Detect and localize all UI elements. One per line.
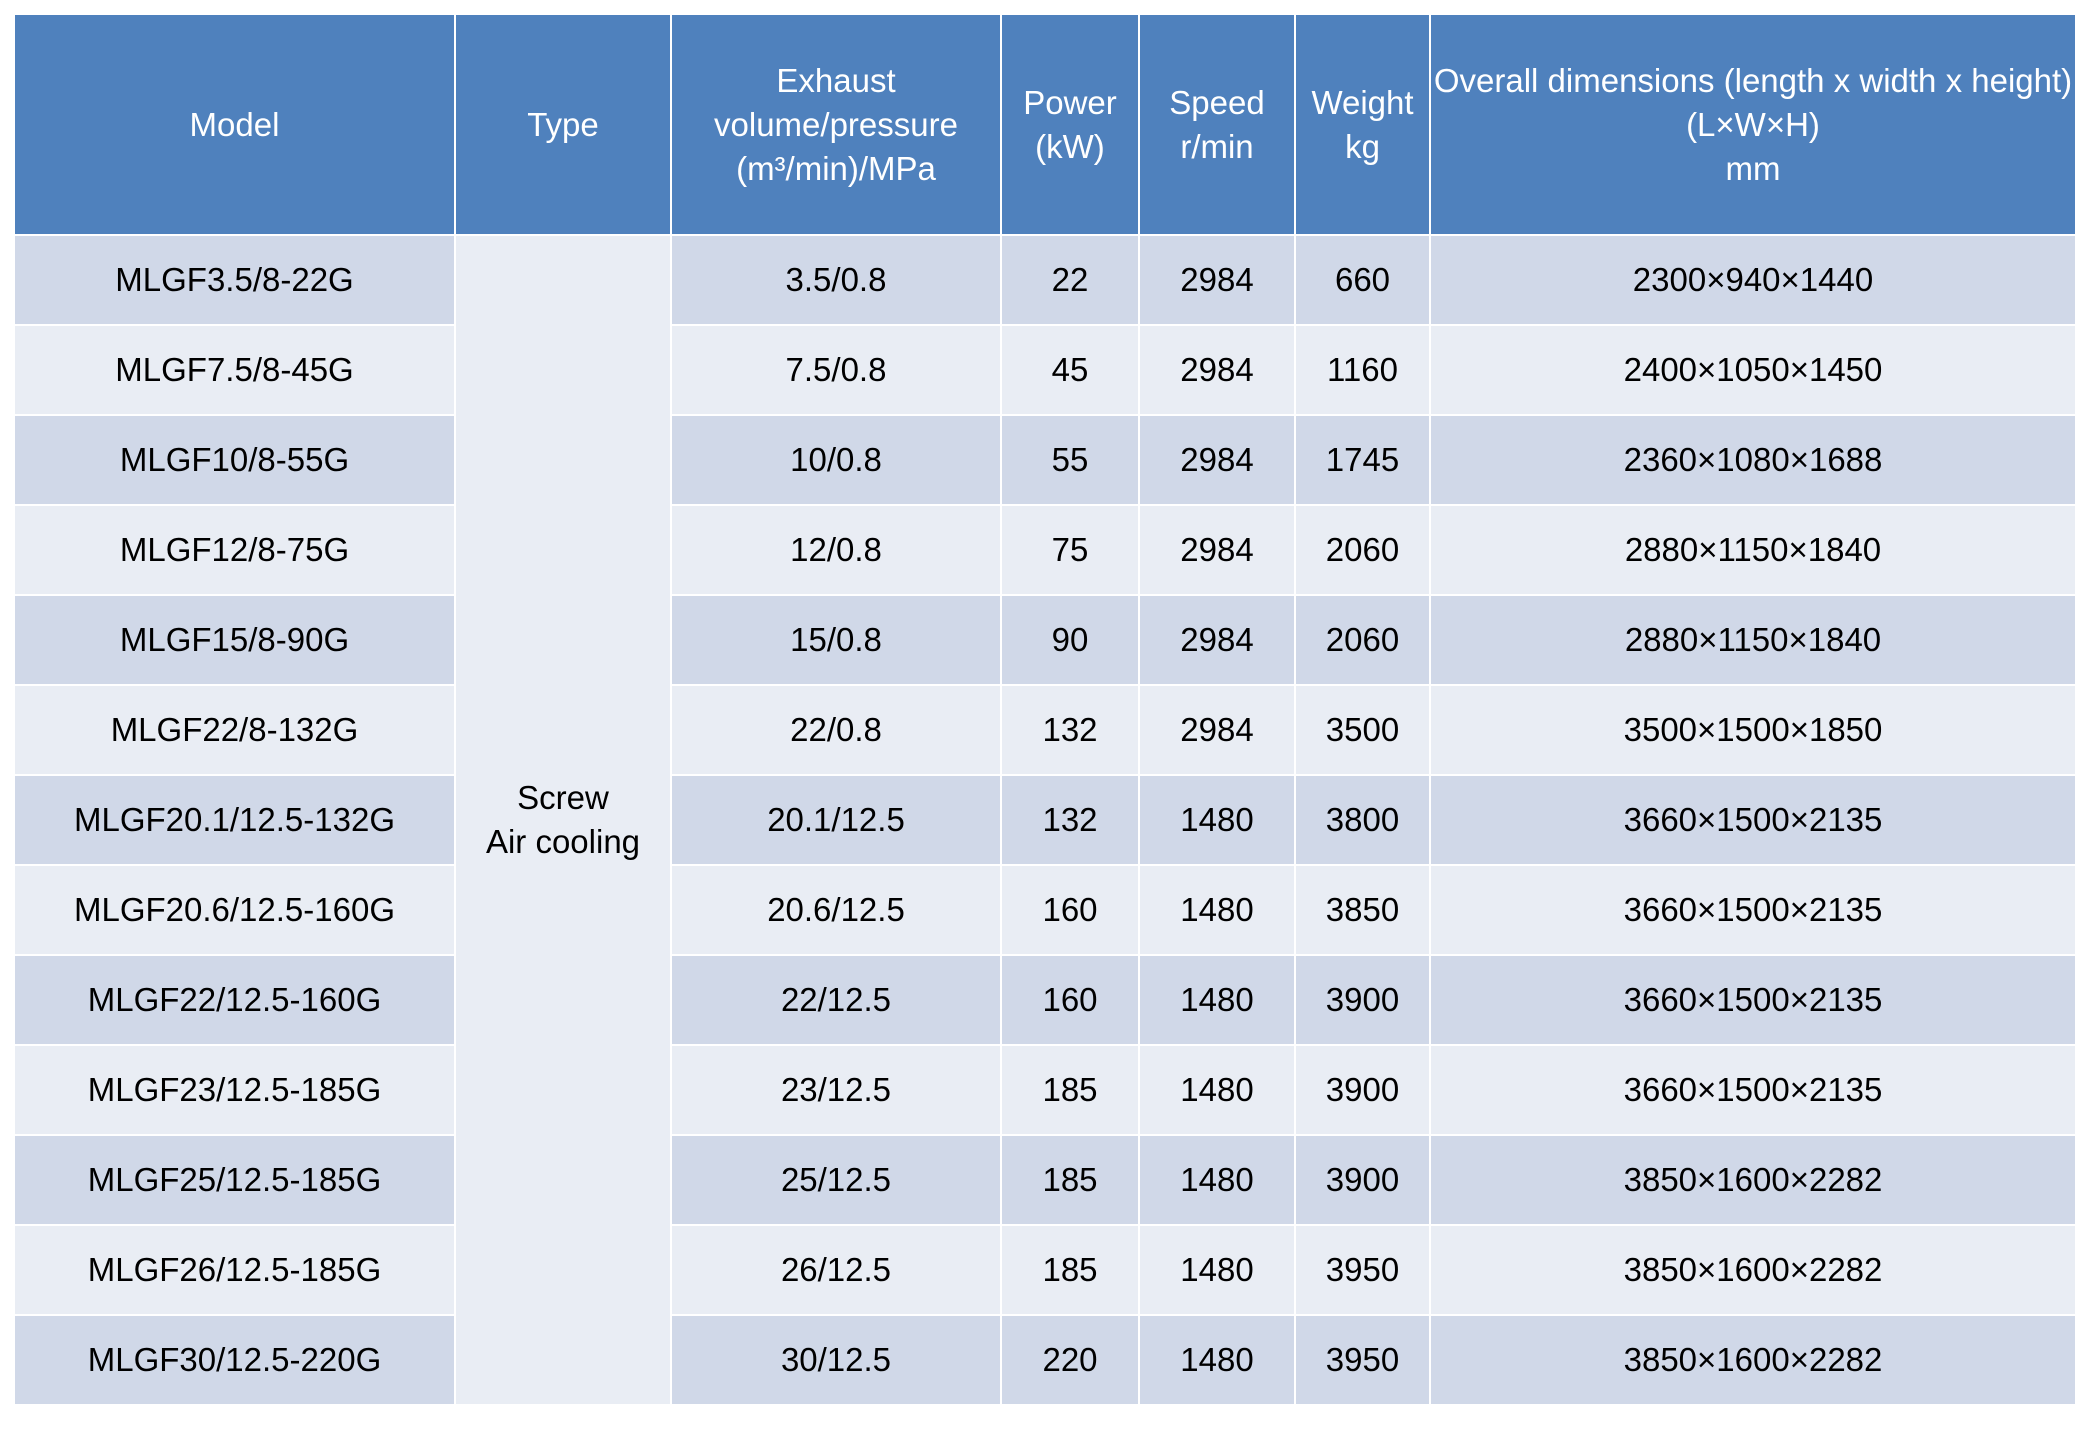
cell-speed: 2984 (1139, 505, 1295, 595)
cell-weight: 3850 (1295, 865, 1430, 955)
header-weight-line-2: kg (1345, 127, 1380, 165)
cell-exhaust: 22/12.5 (671, 955, 1001, 1045)
table-row (14, 775, 2076, 865)
table-row (14, 1135, 2076, 1225)
header-speed-line-1: Speed (1169, 83, 1265, 121)
table-row (14, 235, 2076, 325)
cell-power: 185 (1001, 1045, 1139, 1135)
header-type: Type (455, 14, 671, 235)
header-speed (1139, 14, 1295, 235)
cell-speed: 1480 (1139, 1045, 1295, 1135)
table-row (14, 325, 2076, 415)
cell-power: 160 (1001, 865, 1139, 955)
cell-power: 160 (1001, 955, 1139, 1045)
header-weight-line-1: Weight (1311, 83, 1414, 121)
cell-type (455, 235, 671, 1405)
header-dimensions-line-2: (L×W×H) (1686, 105, 1820, 143)
cell-exhaust: 10/0.8 (671, 415, 1001, 505)
cell-dimensions: 3850×1600×2282 (1430, 1135, 2076, 1225)
cell-power: 132 (1001, 775, 1139, 865)
cell-model: MLGF22/12.5-160G (14, 955, 455, 1045)
cell-exhaust: 20.1/12.5 (671, 775, 1001, 865)
cell-weight: 3800 (1295, 775, 1430, 865)
type-line-1: Screw (517, 779, 609, 816)
header-row (14, 14, 2076, 235)
header-dimensions-line-1: Overall dimensions (length x width x height) (1433, 61, 2073, 99)
cell-dimensions: 2400×1050×1450 (1430, 325, 2076, 415)
cell-model: MLGF26/12.5-185G (14, 1225, 455, 1315)
cell-power: 220 (1001, 1315, 1139, 1405)
table-row (14, 1045, 2076, 1135)
spec-table (13, 13, 2077, 1406)
cell-model: MLGF23/12.5-185G (14, 1045, 455, 1135)
cell-speed: 2984 (1139, 595, 1295, 685)
table-row (14, 1225, 2076, 1315)
header-power (1001, 14, 1139, 235)
cell-exhaust: 15/0.8 (671, 595, 1001, 685)
cell-speed: 2984 (1139, 325, 1295, 415)
header-exhaust-line-3: (m³/min)/MPa (736, 149, 936, 187)
cell-power: 22 (1001, 235, 1139, 325)
header-power-line-1: Power (1023, 83, 1117, 121)
cell-model: MLGF30/12.5-220G (14, 1315, 455, 1405)
cell-dimensions: 3660×1500×2135 (1430, 955, 2076, 1045)
cell-model: MLGF15/8-90G (14, 595, 455, 685)
cell-speed: 1480 (1139, 1225, 1295, 1315)
cell-exhaust: 23/12.5 (671, 1045, 1001, 1135)
cell-exhaust: 7.5/0.8 (671, 325, 1001, 415)
cell-power: 75 (1001, 505, 1139, 595)
table-row (14, 595, 2076, 685)
cell-dimensions: 3660×1500×2135 (1430, 775, 2076, 865)
cell-weight: 3500 (1295, 685, 1430, 775)
cell-speed: 2984 (1139, 415, 1295, 505)
type-line-2: Air cooling (485, 823, 641, 860)
cell-power: 185 (1001, 1225, 1139, 1315)
cell-weight: 2060 (1295, 595, 1430, 685)
cell-model: MLGF25/12.5-185G (14, 1135, 455, 1225)
cell-speed: 1480 (1139, 1135, 1295, 1225)
header-speed-line-2: r/min (1180, 127, 1254, 165)
header-dimensions (1430, 14, 2076, 235)
cell-model: MLGF10/8-55G (14, 415, 455, 505)
table-row (14, 865, 2076, 955)
cell-exhaust: 20.6/12.5 (671, 865, 1001, 955)
cell-dimensions: 3660×1500×2135 (1430, 1045, 2076, 1135)
table-row (14, 505, 2076, 595)
cell-weight: 3900 (1295, 1135, 1430, 1225)
header-weight (1295, 14, 1430, 235)
cell-model: MLGF20.1/12.5-132G (14, 775, 455, 865)
cell-weight: 3900 (1295, 1045, 1430, 1135)
cell-dimensions: 2300×940×1440 (1430, 235, 2076, 325)
cell-power: 132 (1001, 685, 1139, 775)
cell-model: MLGF12/8-75G (14, 505, 455, 595)
cell-weight: 3900 (1295, 955, 1430, 1045)
table-row (14, 685, 2076, 775)
cell-speed: 1480 (1139, 955, 1295, 1045)
header-power-line-2: (kW) (1035, 127, 1105, 165)
cell-speed: 1480 (1139, 775, 1295, 865)
cell-weight: 1745 (1295, 415, 1430, 505)
cell-power: 90 (1001, 595, 1139, 685)
cell-weight: 3950 (1295, 1225, 1430, 1315)
cell-model: MLGF7.5/8-45G (14, 325, 455, 415)
cell-exhaust: 26/12.5 (671, 1225, 1001, 1315)
cell-exhaust: 22/0.8 (671, 685, 1001, 775)
table-body (14, 235, 2076, 1405)
cell-dimensions: 3500×1500×1850 (1430, 685, 2076, 775)
cell-dimensions: 3660×1500×2135 (1430, 865, 2076, 955)
cell-speed: 2984 (1139, 235, 1295, 325)
cell-speed: 2984 (1139, 685, 1295, 775)
cell-weight: 2060 (1295, 505, 1430, 595)
cell-dimensions: 2880×1150×1840 (1430, 505, 2076, 595)
header-model: Model (14, 14, 455, 235)
table-row (14, 415, 2076, 505)
cell-model: MLGF3.5/8-22G (14, 235, 455, 325)
cell-dimensions: 3850×1600×2282 (1430, 1225, 2076, 1315)
header-exhaust-line-2: volume/pressure (714, 105, 958, 143)
cell-exhaust: 12/0.8 (671, 505, 1001, 595)
cell-power: 55 (1001, 415, 1139, 505)
cell-exhaust: 30/12.5 (671, 1315, 1001, 1405)
cell-model: MLGF20.6/12.5-160G (14, 865, 455, 955)
header-exhaust (671, 14, 1001, 235)
cell-exhaust: 3.5/0.8 (671, 235, 1001, 325)
table-row (14, 955, 2076, 1045)
cell-model: MLGF22/8-132G (14, 685, 455, 775)
cell-power: 45 (1001, 325, 1139, 415)
header-dimensions-line-3: mm (1725, 149, 1781, 187)
cell-speed: 1480 (1139, 865, 1295, 955)
cell-speed: 1480 (1139, 1315, 1295, 1405)
cell-weight: 1160 (1295, 325, 1430, 415)
cell-weight: 660 (1295, 235, 1430, 325)
table-row (14, 1315, 2076, 1405)
cell-dimensions: 2360×1080×1688 (1430, 415, 2076, 505)
cell-power: 185 (1001, 1135, 1139, 1225)
cell-dimensions: 3850×1600×2282 (1430, 1315, 2076, 1405)
header-exhaust-line-1: Exhaust (776, 61, 896, 99)
cell-exhaust: 25/12.5 (671, 1135, 1001, 1225)
cell-weight: 3950 (1295, 1315, 1430, 1405)
cell-dimensions: 2880×1150×1840 (1430, 595, 2076, 685)
